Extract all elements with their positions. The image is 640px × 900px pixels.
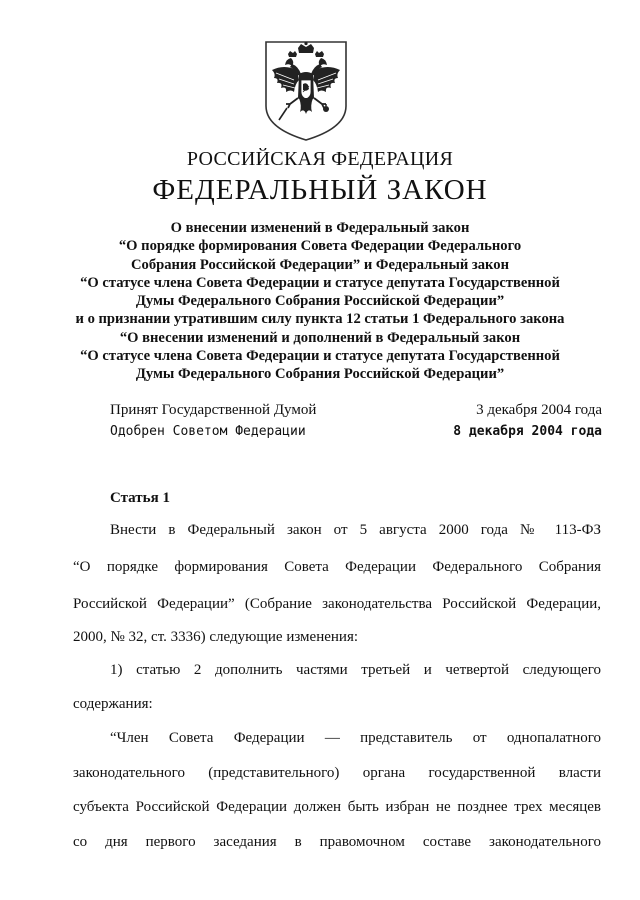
body-line: Внести в Федеральный закон от 5 августа 2000 года № 113-ФЗ	[110, 522, 601, 538]
document-type-heading: ФЕДЕРАЛЬНЫЙ ЗАКОН	[152, 174, 488, 206]
duma-adoption-label: Принят Государственной Думой	[110, 402, 317, 418]
title-line: “О статусе члена Совета Федерации и статусе депутата Государственной	[80, 348, 560, 365]
body-line: субъекта Российской Федерации должен быть избран не позднее трех месяцев	[73, 799, 601, 815]
body-line: 1) статью 2 дополнить частями третьей и четвертой следующего	[110, 662, 601, 678]
title-line: “О статусе члена Совета Федерации и статусе депутата Государственной	[80, 274, 560, 291]
duma-adoption-row	[110, 402, 602, 424]
body-line: со дня первого заседания в правомочном составе законодательного	[73, 834, 601, 850]
council-approval-date: 8 декабря 2004 года	[453, 424, 602, 439]
title-line: “О внесении изменений и дополнений в Федеральный закон	[119, 329, 521, 346]
country-heading: РОССИЙСКАЯ ФЕДЕРАЦИЯ	[186, 148, 454, 170]
title-line: Думы Федерального Собрания Российской Федерации”	[135, 366, 505, 383]
body-line: содержания:	[73, 696, 153, 712]
title-line: Собрания Российской Федерации” и Федеральный закон	[131, 256, 509, 273]
body-line: “Член Совета Федерации — представитель от однопалатного	[110, 730, 601, 746]
title-line: и о признании утратившим силу пункта 12 статьи 1 Федерального закона	[75, 311, 565, 328]
title-line: О внесении изменений в Федеральный закон	[170, 220, 470, 236]
coat-of-arms-icon	[264, 40, 348, 142]
council-approval-label: Одобрен Советом Федерации	[110, 424, 306, 439]
body-line: 2000, № 32, ст. 3336) следующие изменения:	[73, 629, 359, 645]
body-line: “О порядке формирования Совета Федерации Федерального Собрания	[73, 559, 601, 575]
duma-adoption-date: 3 декабря 2004 года	[476, 402, 602, 418]
body-line: законодательного (представительного) органа государственной власти	[73, 765, 601, 781]
article-heading: Статья 1	[110, 490, 170, 506]
law-title	[40, 219, 600, 384]
body-line: Российской Федерации” (Собрание законодательства Российской Федерации,	[73, 596, 601, 612]
title-line: “О порядке формирования Совета Федерации Федерального	[118, 238, 522, 255]
title-line: Думы Федерального Собрания Российской Федерации”	[135, 293, 505, 310]
council-approval-row	[110, 424, 602, 446]
